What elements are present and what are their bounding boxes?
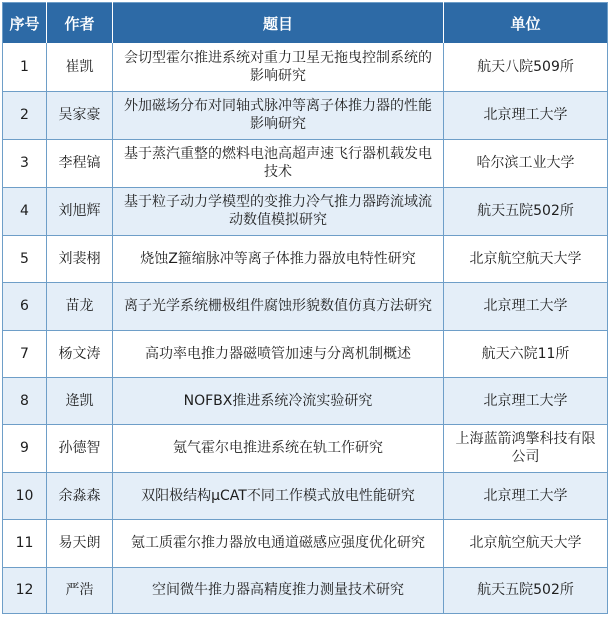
- cell-title: 会切型霍尔推进系统对重力卫星无拖曳控制系统的影响研究: [113, 43, 444, 91]
- header-no: 序号: [3, 3, 47, 44]
- cell-unit: 哈尔滨工业大学: [444, 139, 608, 187]
- cell-author: 吴家豪: [47, 91, 113, 139]
- header-row: [3, 3, 608, 44]
- table-row: [3, 235, 608, 282]
- table-row: [3, 519, 608, 567]
- cell-title: 烧蚀Z箍缩脉冲等离子体推力器放电特性研究: [113, 235, 444, 282]
- cell-no: 8: [3, 377, 47, 424]
- cell-no: 1: [3, 43, 47, 91]
- cell-unit: 上海蓝箭鸿擎科技有限公司: [444, 424, 608, 472]
- cell-author: 杨文涛: [47, 330, 113, 377]
- cell-no: 7: [3, 330, 47, 377]
- header-unit: 单位: [444, 3, 608, 44]
- cell-title: 双阳极结构μCAT不同工作模式放电性能研究: [113, 472, 444, 519]
- cell-unit: 北京理工大学: [444, 377, 608, 424]
- table-row: [3, 377, 608, 424]
- cell-no: 2: [3, 91, 47, 139]
- cell-no: 6: [3, 282, 47, 330]
- cell-unit: 北京航空航天大学: [444, 235, 608, 282]
- cell-no: 3: [3, 139, 47, 187]
- cell-title: 空间微牛推力器高精度推力测量技术研究: [113, 567, 444, 613]
- cell-unit: 北京理工大学: [444, 91, 608, 139]
- header-title: 题目: [113, 3, 444, 44]
- cell-no: 4: [3, 187, 47, 235]
- table-row: [3, 139, 608, 187]
- table-row: [3, 472, 608, 519]
- cell-unit: 北京理工大学: [444, 282, 608, 330]
- cell-title: 基于粒子动力学模型的变推力冷气推力器跨流域流动数值模拟研究: [113, 187, 444, 235]
- cell-no: 9: [3, 424, 47, 472]
- cell-author: 余淼森: [47, 472, 113, 519]
- cell-no: 10: [3, 472, 47, 519]
- cell-title: 氪工质霍尔推力器放电通道磁感应强度优化研究: [113, 519, 444, 567]
- cell-title: 高功率电推力器磁喷管加速与分离机制概述: [113, 330, 444, 377]
- table-row: [3, 567, 608, 613]
- table-row: [3, 43, 608, 91]
- table-row: [3, 282, 608, 330]
- cell-unit: 航天八院509所: [444, 43, 608, 91]
- cell-no: 5: [3, 235, 47, 282]
- cell-author: 逄凯: [47, 377, 113, 424]
- table-header: [3, 3, 608, 44]
- cell-author: 刘裴栩: [47, 235, 113, 282]
- cell-unit: 北京理工大学: [444, 472, 608, 519]
- cell-title: 外加磁场分布对同轴式脉冲等离子体推力器的性能影响研究: [113, 91, 444, 139]
- cell-title: 氪气霍尔电推进系统在轨工作研究: [113, 424, 444, 472]
- table-row: [3, 187, 608, 235]
- cell-author: 崔凯: [47, 43, 113, 91]
- cell-no: 12: [3, 567, 47, 613]
- cell-author: 孙德智: [47, 424, 113, 472]
- cell-no: 11: [3, 519, 47, 567]
- cell-author: 苗龙: [47, 282, 113, 330]
- cell-author: 严浩: [47, 567, 113, 613]
- cell-title: NOFBX推进系统冷流实验研究: [113, 377, 444, 424]
- table-body: [3, 43, 608, 613]
- cell-unit: 航天六院11所: [444, 330, 608, 377]
- header-author: 作者: [47, 3, 113, 44]
- cell-unit: 北京航空航天大学: [444, 519, 608, 567]
- cell-unit: 航天五院502所: [444, 187, 608, 235]
- table-row: [3, 330, 608, 377]
- cell-unit: 航天五院502所: [444, 567, 608, 613]
- cell-title: 离子光学系统栅极组件腐蚀形貌数值仿真方法研究: [113, 282, 444, 330]
- table-row: [3, 91, 608, 139]
- cell-author: 易天朗: [47, 519, 113, 567]
- cell-title: 基于蒸汽重整的燃料电池高超声速飞行器机载发电技术: [113, 139, 444, 187]
- cell-author: 刘旭辉: [47, 187, 113, 235]
- cell-author: 李程镐: [47, 139, 113, 187]
- paper-list-table: [2, 2, 608, 614]
- table-row: [3, 424, 608, 472]
